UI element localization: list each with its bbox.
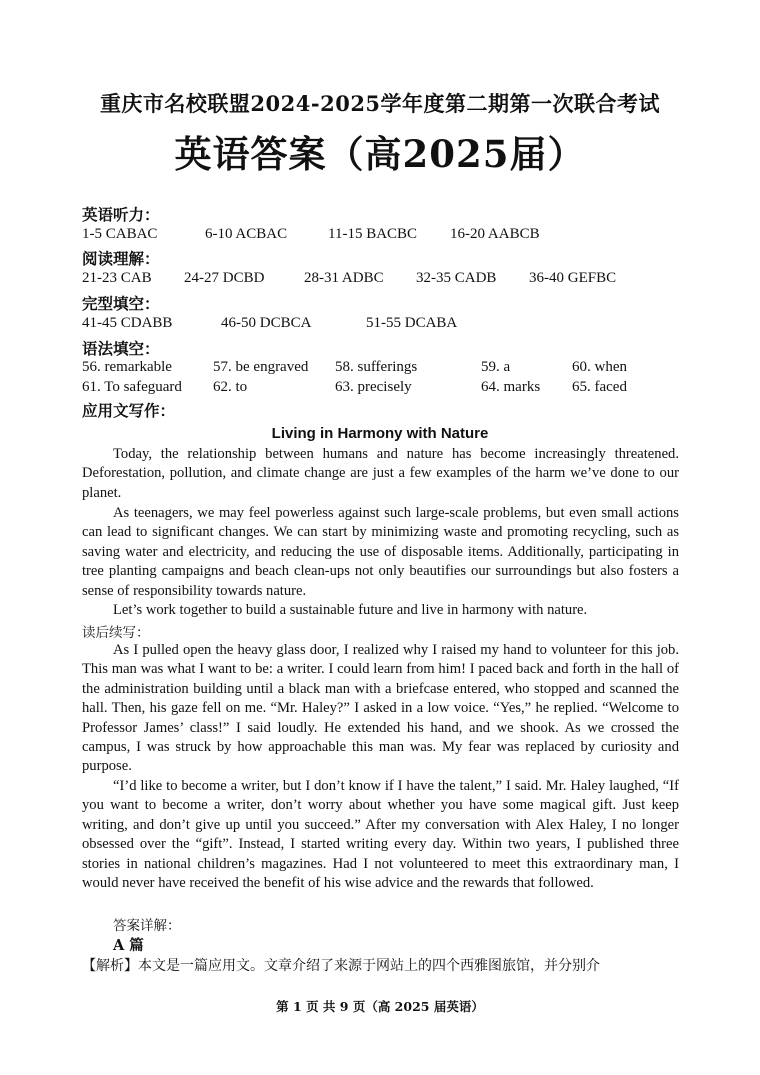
- answer-item: 63. precisely: [335, 379, 412, 395]
- answer-item: 58. sufferings: [335, 359, 418, 375]
- explanation-text: 【解析】本文是一篇应用文。文章介绍了来源于网站上的四个西雅图旅馆，并分别介: [82, 958, 600, 974]
- answer-group: 32-35 CADB: [416, 270, 497, 286]
- essay-paragraph: Today, the relationship between humans and nature has become increasingly threatened. Deforestation, pollution, and climate change are just a few examples of the harm we’ve done to our planet.: [82, 446, 679, 501]
- answer-group: 36-40 GEFBC: [529, 270, 617, 286]
- answer-group: 11-15 BACBC: [328, 226, 418, 242]
- essay-title: Living in Harmony with Nature: [271, 425, 489, 442]
- answer-item: 62. to: [213, 379, 248, 395]
- explanation-heading: 答案详解：: [113, 918, 181, 934]
- answer-item: 61. To safeguard: [82, 379, 182, 395]
- essay-paragraph: Let’s work together to build a sustainable future and live in harmony with nature.: [113, 602, 588, 618]
- page-footer: 第 1 页 共 9 页（高 2025 届英语）: [276, 999, 484, 1014]
- answer-group: 6-10 ACBAC: [205, 226, 288, 242]
- answer-group: 41-45 CDABB: [82, 315, 173, 331]
- exam-title: 重庆市名校联盟2024-2025学年度第二期第一次联合考试: [99, 91, 661, 116]
- answer-group: 16-20 AABCB: [450, 226, 540, 242]
- answer-item: 65. faced: [572, 379, 627, 395]
- essay-paragraph: As teenagers, we may feel powerless against such large-scale problems, but even small actions can lead to significant changes. We can start by minimizing waste and promoting recycling, such as saving water and electricity, and reducing the use of disposable items. Additionally, participating in tree planting campaigns and beach clean-ups not only beautifies our surroundings but also fosters a sense of responsibility towards nature.: [82, 505, 679, 599]
- answer-group: 28-31 ADBC: [304, 270, 384, 286]
- answer-item: 56. remarkable: [82, 359, 172, 375]
- answer-item: 60. when: [572, 359, 627, 375]
- listening-heading: 英语听力：: [82, 206, 160, 224]
- answer-group: 51-55 DCABA: [366, 315, 458, 331]
- cloze-heading: 完型填空：: [82, 295, 160, 313]
- story-paragraph: “I’d like to become a writer, but I don’t know if I have the talent,” I said. Mr. Haley laughed, “If you want to become a writer, don’t worry about whether you have some magical gift. Just keep writing, and don’t give up until you succeed.” After my conversation with Alex Haley, I no longer obsessed over the “gift”. Instead, I started writing every day. Within two years, I published three stories in national children’s magazines. Had I not volunteered to meet this extraordinary man, I would never have received the benefit of his wise advice and the rewards that followed.: [82, 778, 679, 892]
- reading-heading: 阅读理解：: [82, 250, 160, 268]
- section-a-label: A 篇: [113, 937, 144, 954]
- answer-item: 57. be engraved: [213, 359, 309, 375]
- answer-item: 59. a: [481, 359, 511, 375]
- answer-item: 64. marks: [481, 379, 541, 395]
- answer-group: 46-50 DCBCA: [221, 315, 312, 331]
- story-paragraph: As I pulled open the heavy glass door, I realized why I raised my hand to volunteer for this job. This man was what I want to be: a writer. I could learn from him! I paced back and forth in the hall of the administration building until a black man with a briefcase entered, who stopped and scanned the hall. Then, his gaze fell on me. “Mr. Haley?” I asked in a low voice. “Yes,” he replied. “Welcome to Professor James’ class!” I said loudly. He extended his hand, and we shook. As we crossed the campus, I was struck by how approachable this man was. My fear was replaced by curiosity and purpose.: [82, 642, 679, 775]
- grammar-heading: 语法填空：: [82, 340, 160, 358]
- answer-group: 21-23 CAB: [82, 270, 152, 286]
- answer-group: 24-27 DCBD: [184, 270, 265, 286]
- continuation-heading: 读后续写：: [82, 625, 150, 641]
- writing-heading: 应用文写作：: [82, 402, 176, 420]
- answer-title: 英语答案（高2025届）: [174, 132, 586, 176]
- answer-group: 1-5 CABAC: [82, 226, 158, 242]
